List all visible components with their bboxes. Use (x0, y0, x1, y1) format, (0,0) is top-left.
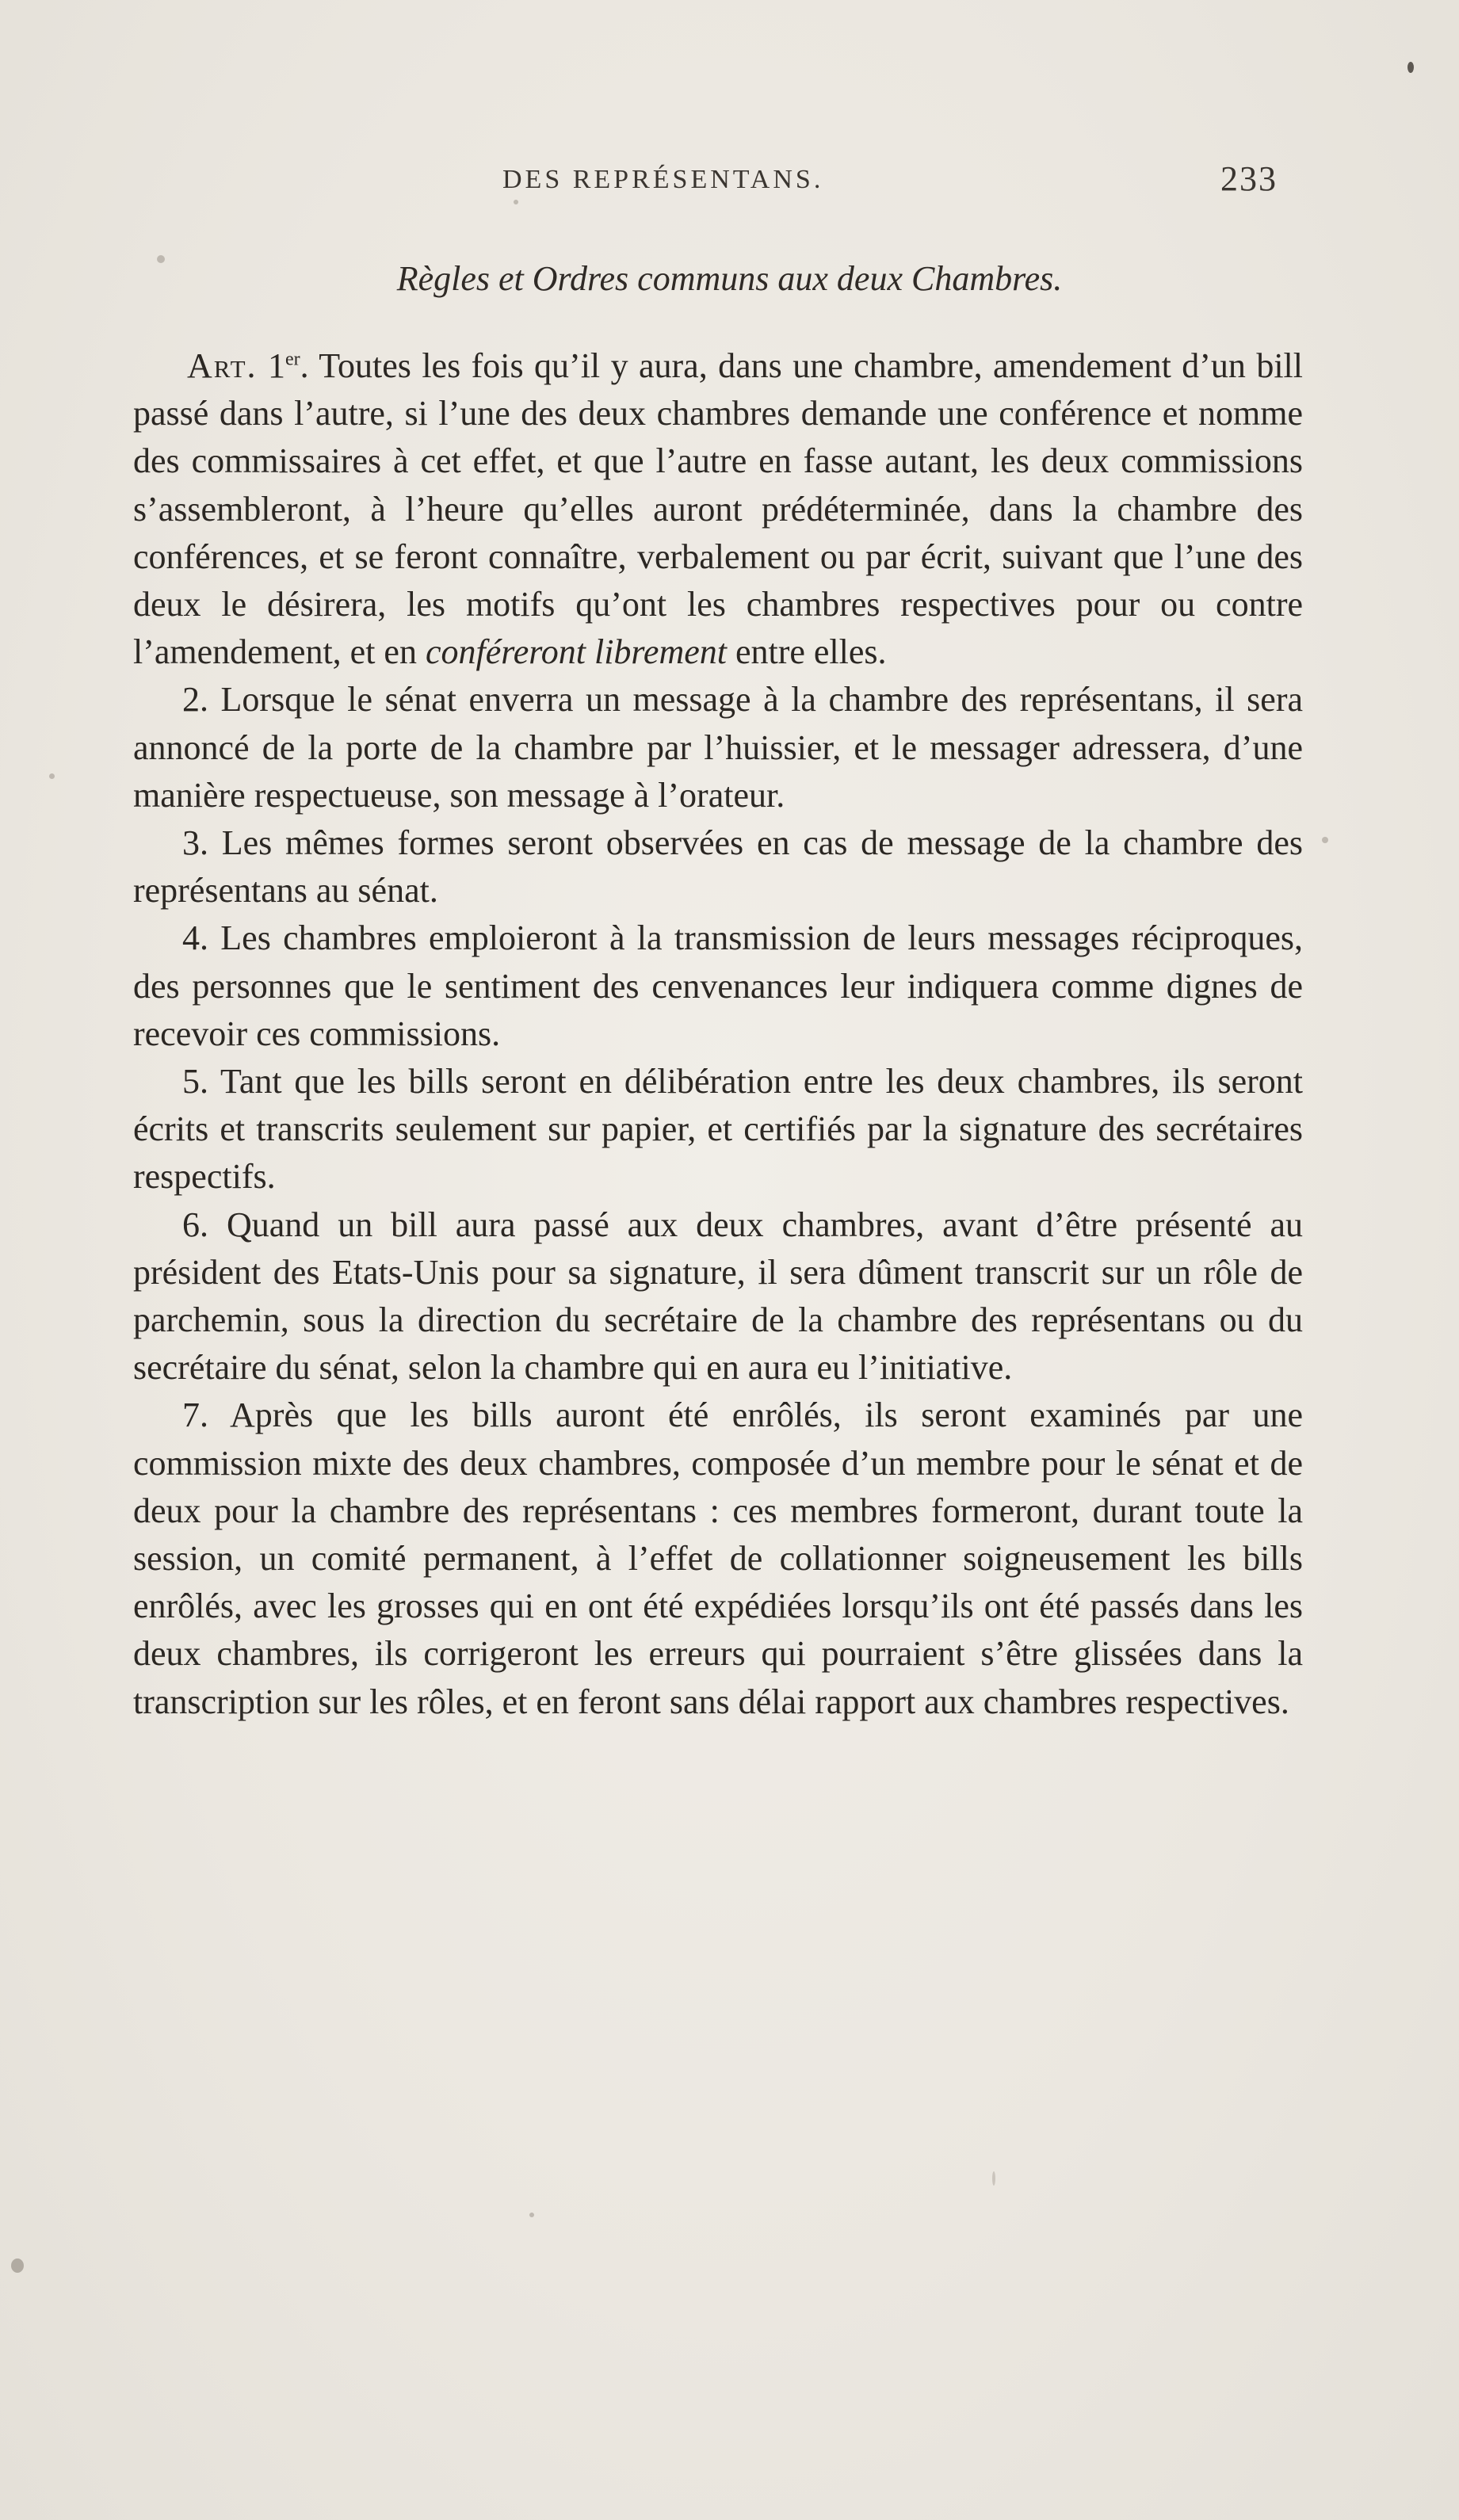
article-7: 7. Après que les bills auront été enrôlés, ils seront examinés par une commission mixte des deux chambres, composée d’un membre pour le sénat et de deux pour la chambre des représentans : ces membres formeront, durant toute la session, un comité permanent, à l’effet de collationner soigneusement les bills enrôlés, avec les grosses qui en ont été expédiées lorsqu’ils ont été passés dans les deux chambres, ils corrigeront les erreurs qui pourraient s’être glissées dans la transcription sur les rôles, et en feront sans délai rapport aux chambres respectives. (133, 1396, 1303, 1721)
article-1-text: . Toutes les fois qu’il y aura, dans une chambre, amendement d’un bill passé dans l’autre, si l’une des deux chambres demande une conférence et nomme des commissaires à cet effet, et que l’autre en fasse autant, les deux commissions s’assembleront, à l’heure qu’elles auront prédéterminée, dans la chambre des conférences, et se feront connaître, verbalement ou par écrit, suivant que l’une des deux le désirera, les motifs qu’ont les chambres respectives pour ou contre l’amendement, et en (133, 346, 1303, 672)
article-label: Art. (187, 346, 258, 385)
paper-speck (1322, 837, 1328, 843)
paper-speck (49, 773, 55, 779)
paper-speck (992, 2171, 995, 2186)
article-1-emphasis: conféreront librement (425, 632, 727, 672)
article-2: 2. Lorsque le sénat enverra un message à la chambre des représentans, il sera annoncé de la porte de la chambre par l’huissier, et le messager adressera, d’une manière respectueuse, son message à l’orateur. (133, 680, 1303, 815)
paper-speck (11, 2258, 24, 2273)
paper-speck (529, 2213, 534, 2217)
section-title: Règles et Ordres communs aux deux Chambres. (396, 259, 1063, 298)
paper-speck (157, 255, 165, 263)
running-head (0, 158, 1459, 206)
article-4: 4. Les chambres emploieront à la transmission de leurs messages réciproques, des personnes que le sentiment des cenvenances leur indiquera comme dignes de recevoir ces commissions. (133, 918, 1303, 1053)
article-number: 1 (267, 346, 285, 385)
page-number: 233 (1220, 159, 1278, 198)
article-number-suffix: er (285, 349, 300, 370)
article-6: 6. Quand un bill aura passé aux deux chambres, avant d’être présenté au président des Etats-Unis pour sa signature, il sera dûment transcrit sur un rôle de parchemin, sous la direction du secrétaire de la chambre des représentans ou du secrétaire du sénat, selon la chambre qui en aura eu l’initiative. (133, 1205, 1303, 1388)
paper-speck (514, 200, 518, 204)
article-3: 3. Les mêmes formes seront observées en cas de message de la chambre des représentans au sénat. (133, 823, 1303, 911)
article-5: 5. Tant que les bills seront en délibération entre les deux chambres, ils seront écrits et transcrits seulement sur papier, et certifiés par la signature des secrétaires respectifs. (133, 1062, 1303, 1197)
article-1-text-end: entre elles. (726, 632, 887, 672)
running-title: DES REPRÉSENTANS. (502, 165, 824, 194)
article-1 (133, 342, 1303, 676)
paper-speck (1407, 62, 1414, 73)
body-text (133, 342, 1303, 1726)
